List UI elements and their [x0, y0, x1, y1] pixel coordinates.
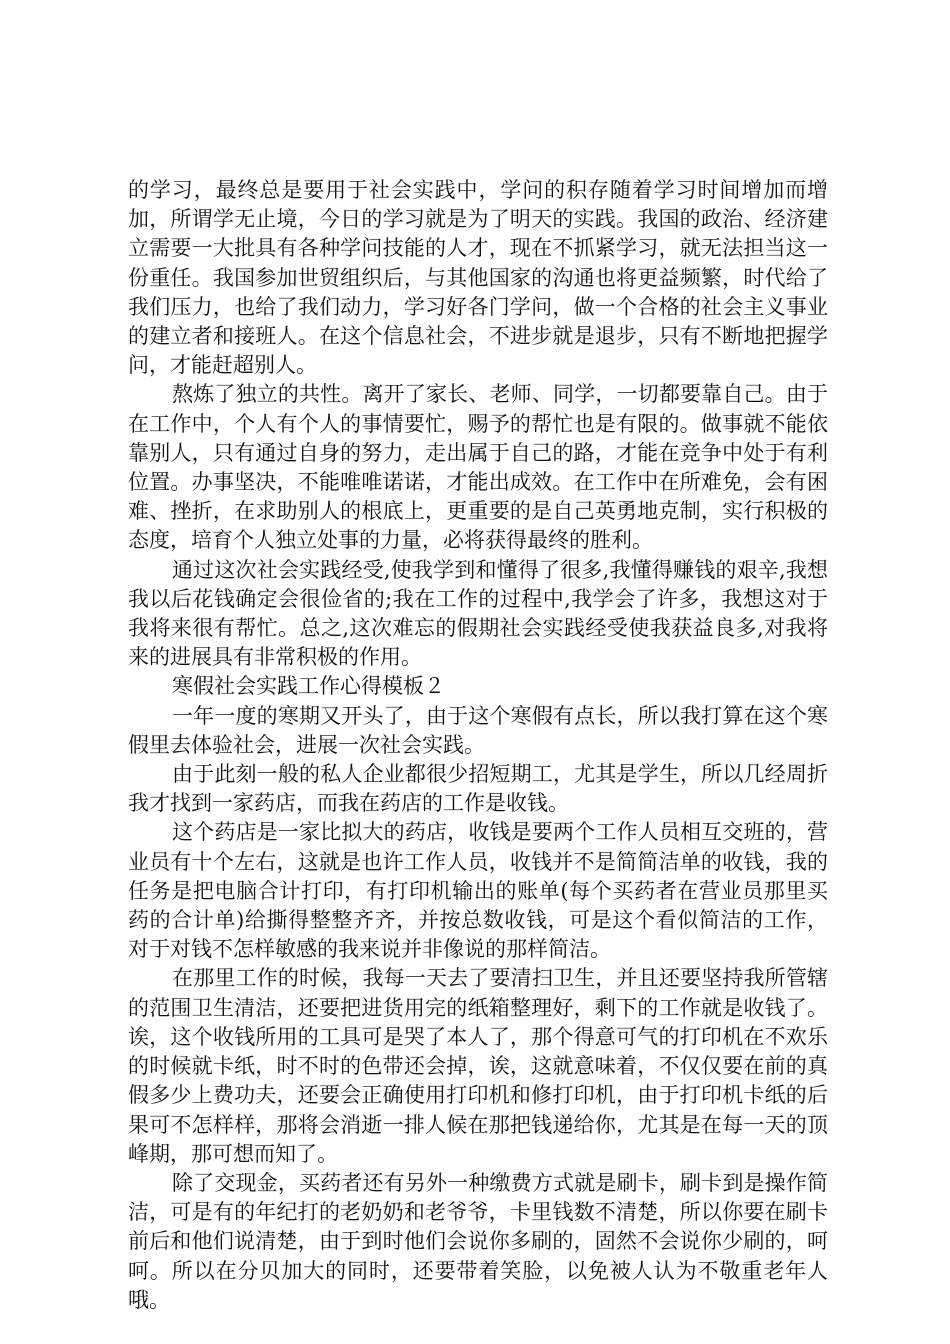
paragraph-6: 由于此刻一般的私人企业都很少招短期工，尤其是学生，所以几经周折我才找到一家药店，而我在药店的工作是收钱。	[128, 762, 828, 816]
paragraph-9: 除了交现金，买药者还有另外一种缴费方式就是刷卡，刷卡到是操作简洁，可是有的年纪打的老奶奶和老爷爷，卡里钱数不清楚，所以你要在刷卡前后和他们说清楚，由于到时他们会说你多刷的，固然不会说你少刷的，呵呵。所以在分贝加大的同时，还要带着笑脸，以免被人认为不敬重老年人哦。	[128, 1170, 828, 1312]
paragraph-1: 的学习，最终总是要用于社会实践中，学问的积存随着学习时间增加而增加，所谓学无止境，今日的学习就是为了明天的实践。我国的政治、经济建立需要一大批具有各种学问技能的人才，现在不抓紧学习，就无法担当这一份重任。我国参加世贸组织后，与其他国家的沟通也将更益频繁，时代给了我们压力，也给了我们动力，学习好各门学问，做一个合格的社会主义事业的建立者和接班人。在这个信息社会，不进步就是退步，只有不断地把握学问，才能赶超别人。	[128, 178, 828, 378]
paragraph-8: 在那里工作的时候，我每一天去了要清扫卫生，并且还要坚持我所管辖的范围卫生清洁，还要把进货用完的纸箱整理好，剩下的工作就是收钱了。诶，这个收钱所用的工具可是哭了本人了，那个得意可气的打印机在不欢乐的时候就卡纸，时不时的色带还会掉，诶，这就意味着，不仅仅要在前的真假多少上费功夫，还要会正确使用打印机和修打印机，由于打印机卡纸的后果可不怎样样，那将会消逝一排人候在那把钱递给你，尤其是在每一天的顶峰期，那可想而知了。	[128, 966, 828, 1166]
document-body	[128, 176, 828, 1315]
paragraph-7: 这个药店是一家比拟大的药店，收钱是要两个工作人员相互交班的，营业员有十个左右，这就是也许工作人员，收钱并不是简简洁单的收钱，我的任务是把电脑合计打印，有打印机输出的账单(每个买药者在营业员那里买药的合计单)给撕得整整齐齐，并按总数收钱，可是这个看似简洁的工作，对于对钱不怎样敏感的我来说并非像说的那样简洁。	[128, 820, 828, 962]
paragraph-3: 通过这次社会实践经受,使我学到和懂得了很多,我懂得赚钱的艰辛,我想我以后花钱确定会很俭省的;我在工作的过程中,我学会了许多，我想这对于我将来很有帮忙。总之,这次难忘的假期社会实践经受使我获益良多,对我将来的进展具有非常积极的作用。	[128, 557, 828, 670]
section-heading: 寒假社会实践工作心得模板２	[172, 674, 445, 699]
paragraph-2: 熬炼了独立的共性。离开了家长、老师、同学，一切都要靠自己。由于在工作中，个人有个人的事情要忙，赐予的帮忙也是有限的。做事就不能依靠别人，只有通过自身的努力，走出属于自己的路，才能在竞争中处于有利位置。办事坚决，不能唯唯诺诺，才能出成效。在工作中在所难免，会有困难、挫折，在求助别人的根底上，更重要的是自己英勇地克制，实行积极的态度，培育个人独立处事的力量，必将获得最终的胜利。	[128, 382, 828, 553]
paragraph-5: 一年一度的寒期又开头了，由于这个寒假有点长，所以我打算在这个寒假里去体验社会，进展一次社会实践。	[128, 703, 828, 757]
